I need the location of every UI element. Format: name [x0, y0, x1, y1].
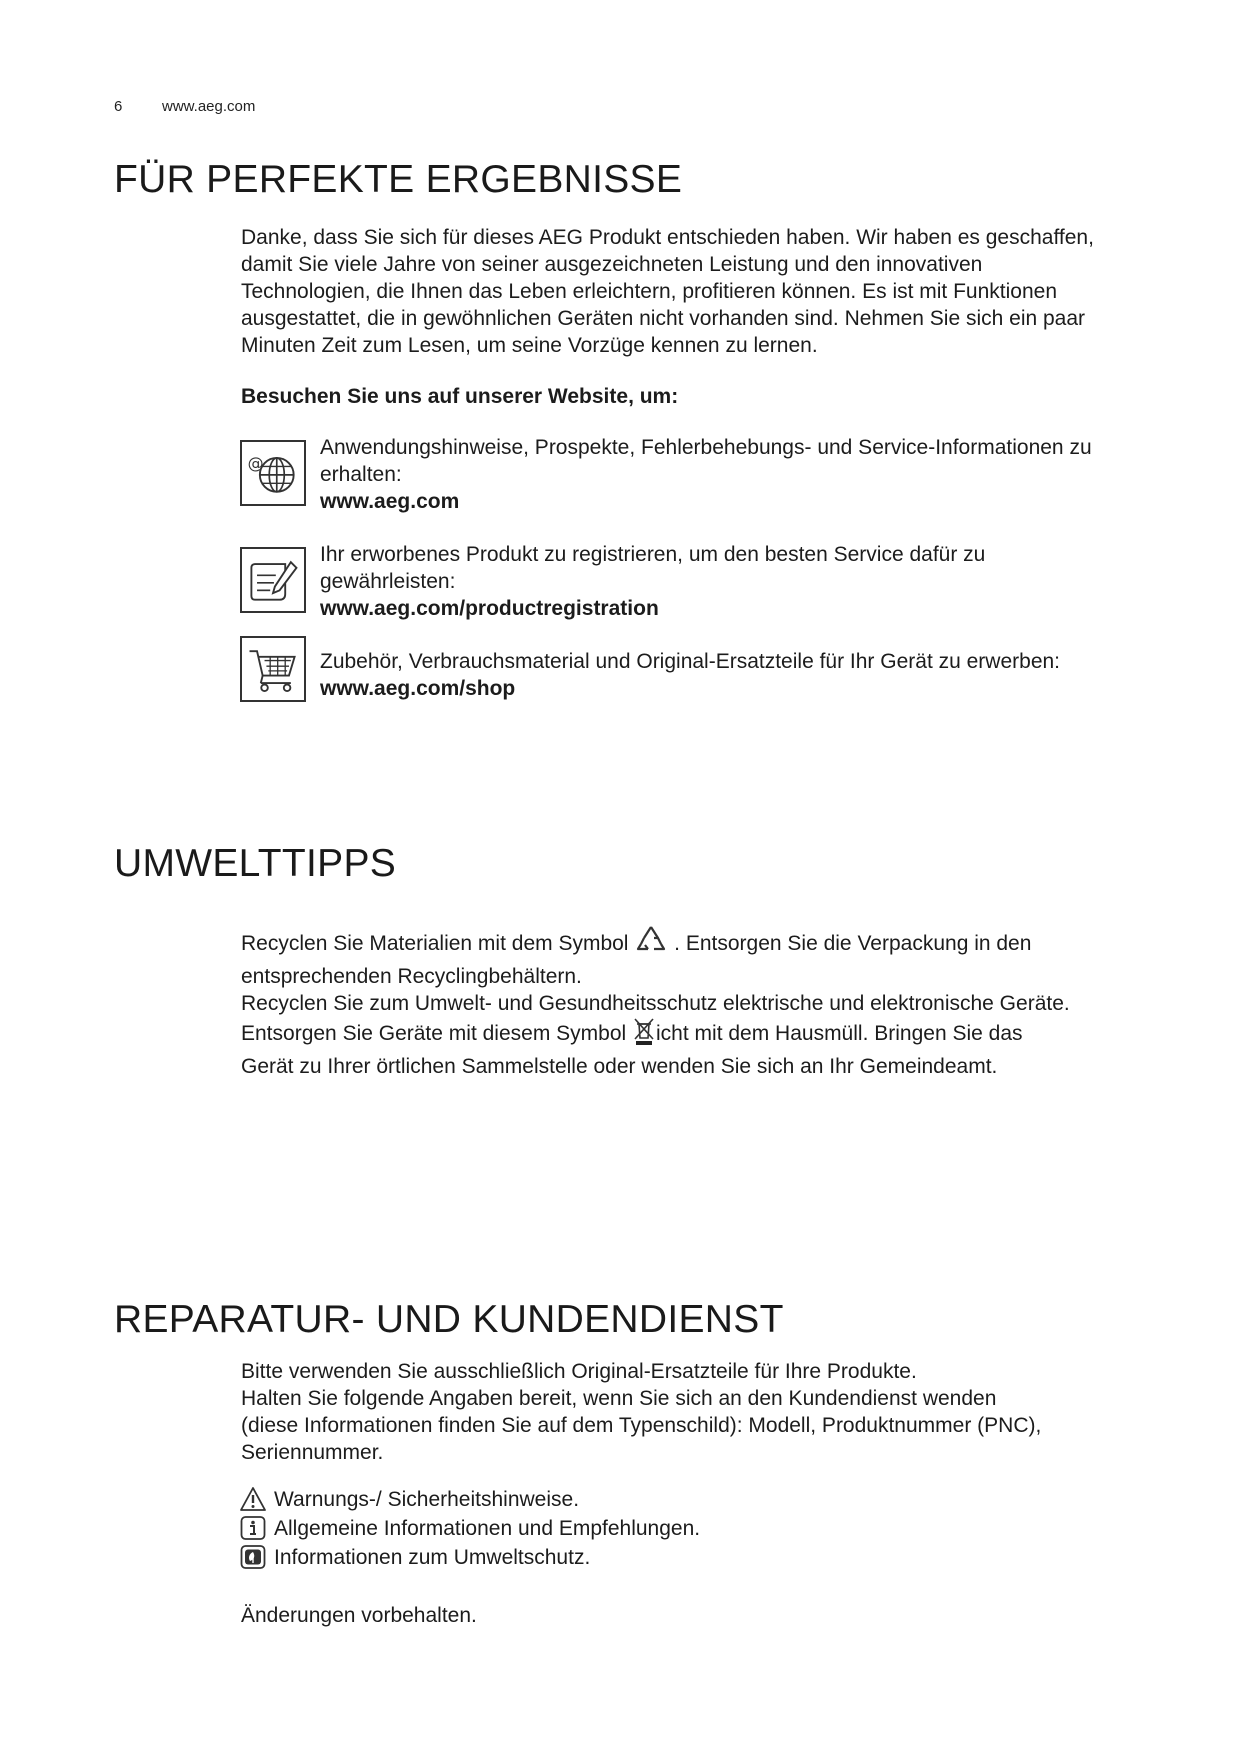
environment-icon	[240, 1544, 266, 1570]
service-text: (diese Informationen finden Sie auf dem Typenschild): Modell, Produktnummer (PNC),	[241, 1414, 1042, 1437]
changes-reserved-note: Änderungen vorbehalten.	[241, 1604, 477, 1627]
service-text: Halten Sie folgende Angaben bereit, wenn Sie sich an den Kundendienst wenden	[241, 1387, 997, 1410]
recycling-text: entsprechenden Recyclingbehältern.	[241, 965, 582, 988]
service-paragraph	[241, 1358, 1141, 1466]
visit-item-text: erhalten:	[320, 463, 402, 486]
section-title-environment-tips: UMWELTTIPPS	[114, 842, 397, 885]
intro-line: Danke, dass Sie sich für dieses AEG Produkt entschieden haben. Wir haben es geschaffen,	[241, 226, 1094, 249]
link-aeg-com[interactable]: www.aeg.com	[320, 490, 460, 513]
recycling-text: Recyclen Sie zum Umwelt- und Gesundheitsschutz elektrische und elektronische Geräte.	[241, 992, 1070, 1015]
recycling-paragraph	[241, 922, 1141, 1017]
intro-line: damit Sie viele Jahre von seiner ausgezeichneten Leistung und den innovativen	[241, 253, 983, 276]
link-product-registration[interactable]: www.aeg.com/productregistration	[320, 597, 659, 620]
visit-item-docs	[320, 434, 1180, 515]
header-url[interactable]: www.aeg.com	[162, 98, 256, 115]
visit-heading: Besuchen Sie uns auf unserer Website, um:	[241, 385, 679, 408]
visit-item-shop	[320, 648, 1200, 702]
visit-item-registration	[320, 541, 1180, 622]
disposal-text: Entsorgen Sie Geräte mit diesem Symbol	[241, 1022, 627, 1045]
info-icon	[240, 1515, 266, 1541]
globe-at-icon	[240, 440, 306, 506]
visit-item-text: Ihr erworbenes Produkt zu registrieren, um den besten Service dafür zu	[320, 543, 986, 566]
intro-line: Minuten Zeit zum Lesen, um seine Vorzüge kennen zu lernen.	[241, 334, 818, 357]
recycling-symbol-icon	[634, 922, 668, 963]
intro-line: Technologien, die Ihnen das Leben erleichtern, profitieren können. Es ist mit Funktionen	[241, 280, 1058, 303]
section-title-perfect-results: FÜR PERFEKTE ERGEBNISSE	[114, 158, 683, 201]
disposal-text: icht mit dem Hausmüll. Bringen Sie das	[656, 1022, 1023, 1045]
page-number: 6	[114, 98, 123, 115]
recycling-text: Recyclen Sie Materialien mit dem Symbol	[241, 932, 629, 955]
registration-pen-icon	[240, 547, 306, 613]
link-shop[interactable]: www.aeg.com/shop	[320, 677, 516, 700]
svg-text:@: @	[247, 453, 264, 473]
legend-text: Informationen zum Umweltschutz.	[274, 1546, 591, 1569]
visit-item-text: gewährleisten:	[320, 570, 456, 593]
warning-triangle-icon	[240, 1486, 266, 1512]
service-text: Bitte verwenden Sie ausschließlich Original-Ersatzteile für Ihre Produkte.	[241, 1360, 917, 1383]
crossed-bin-icon	[632, 1016, 656, 1053]
legend-text: Allgemeine Informationen und Empfehlungen.	[274, 1517, 701, 1540]
intro-paragraph	[241, 224, 1161, 359]
visit-item-text: Zubehör, Verbrauchsmaterial und Original-Ersatzteile für Ihr Gerät zu erwerben:	[320, 650, 1061, 673]
service-text: Seriennummer.	[241, 1441, 384, 1464]
disposal-text: Gerät zu Ihrer örtlichen Sammelstelle oder wenden Sie sich an Ihr Gemeindeamt.	[241, 1055, 998, 1078]
visit-item-text: Anwendungshinweise, Prospekte, Fehlerbehebungs- und Service-Informationen zu	[320, 436, 1092, 459]
symbol-legend	[240, 1486, 940, 1586]
disposal-paragraph	[241, 1016, 1141, 1080]
legend-text: Warnungs-/ Sicherheitshinweise.	[274, 1488, 580, 1511]
section-title-repair-service: REPARATUR- UND KUNDENDIENST	[114, 1298, 784, 1341]
shopping-cart-icon	[240, 636, 306, 702]
intro-line: ausgestattet, die in gewöhnlichen Geräten nicht vorhanden sind. Nehmen Sie sich ein paar	[241, 307, 1086, 330]
recycling-text: . Entsorgen Sie die Verpackung in den	[674, 932, 1032, 955]
